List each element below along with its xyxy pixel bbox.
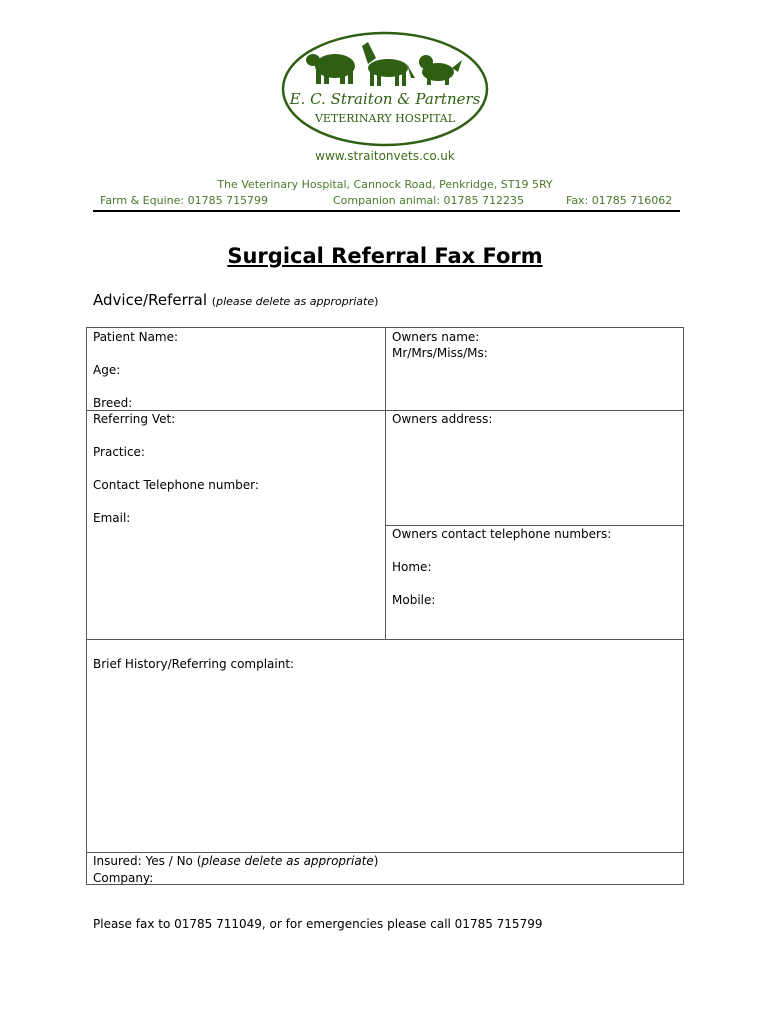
logo-line2: VETERINARY HOSPITAL — [314, 112, 456, 125]
row-divider — [87, 639, 683, 640]
farm-equine-phone: Farm & Equine: 01785 715799 — [100, 194, 269, 207]
company-field[interactable]: Company: — [93, 871, 154, 885]
fax-instructions: Please fax to 01785 711049, or for emergencies please call 01785 715799 — [93, 917, 543, 931]
referring-vet-field[interactable]: Referring Vet: — [93, 412, 176, 426]
logo-line1: E. C. Straiton & Partners — [289, 90, 481, 108]
owners-name-field[interactable]: Owners name: — [392, 330, 480, 344]
referral-form-table — [86, 327, 684, 885]
hospital-logo — [280, 30, 490, 148]
contact-phone-field[interactable]: Contact Telephone number: — [93, 478, 259, 492]
row-divider — [87, 852, 683, 853]
website-url[interactable]: www.straitonvets.co.uk — [315, 149, 455, 163]
age-field[interactable]: Age: — [93, 363, 121, 377]
column-divider — [385, 328, 386, 639]
email-field[interactable]: Email: — [93, 511, 131, 525]
owners-address-field[interactable]: Owners address: — [392, 412, 493, 426]
hospital-address: The Veterinary Hospital, Cannock Road, Penkridge, ST19 5RY — [217, 178, 553, 191]
patient-name-field[interactable]: Patient Name: — [93, 330, 179, 344]
practice-field[interactable]: Practice: — [93, 445, 145, 459]
insured-note: please delete as appropriate — [201, 854, 374, 868]
subtitle-main: Advice/Referral — [93, 291, 208, 309]
owners-title-field[interactable]: Mr/Mrs/Miss/Ms: — [392, 346, 488, 360]
brief-history-field[interactable]: Brief History/Referring complaint: — [93, 657, 295, 671]
home-phone-field[interactable]: Home: — [392, 560, 432, 574]
companion-phone: Companion animal: 01785 712235 — [333, 194, 525, 207]
fax-number: Fax: 01785 716062 — [566, 194, 673, 207]
row-divider — [87, 410, 683, 411]
mobile-phone-field[interactable]: Mobile: — [392, 593, 436, 607]
header-divider — [93, 210, 680, 212]
row-divider — [385, 525, 683, 526]
subtitle-note: please delete as appropriate — [216, 295, 375, 308]
breed-field[interactable]: Breed: — [93, 396, 133, 410]
subtitle-note-wrap: (please delete as appropriate) — [211, 295, 379, 308]
form-subtitle — [93, 291, 378, 309]
page-title: Surgical Referral Fax Form — [227, 244, 543, 268]
insured-field[interactable]: Insured: Yes / No (please delete as appropriate) — [93, 854, 379, 868]
owners-contact-label: Owners contact telephone numbers: — [392, 527, 612, 541]
